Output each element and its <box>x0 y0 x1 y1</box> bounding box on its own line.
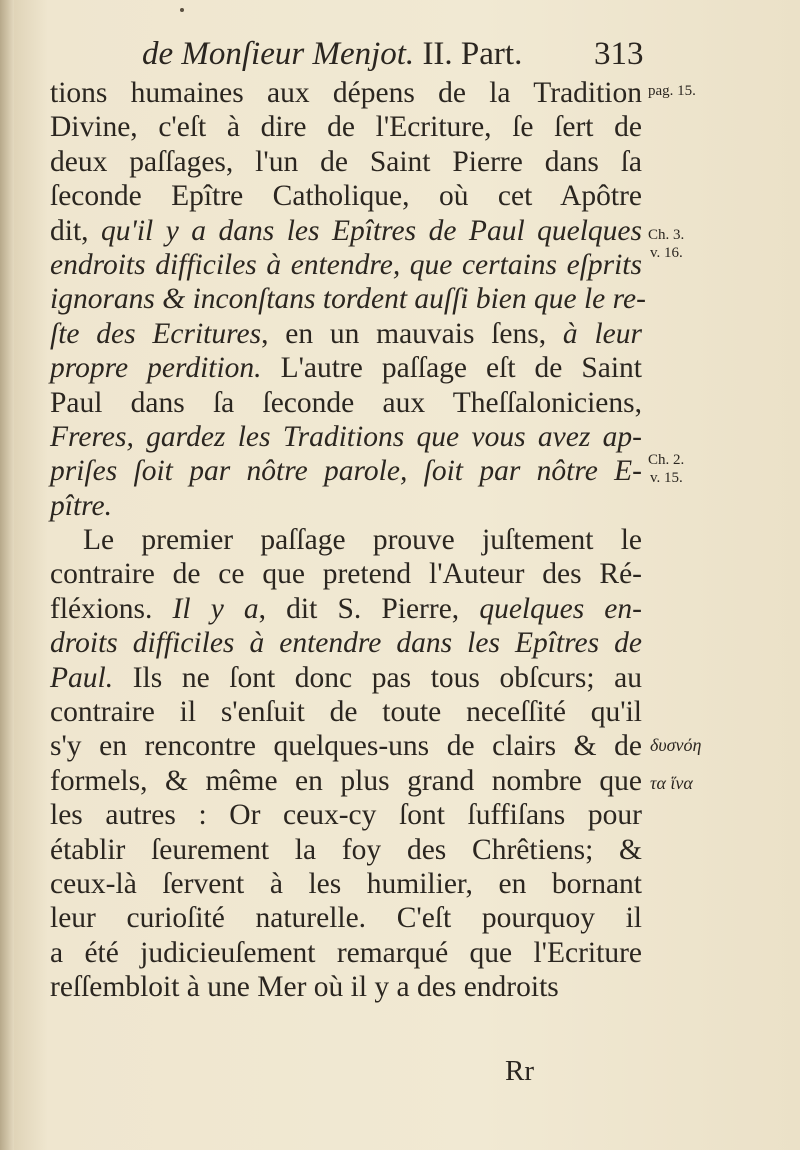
margin-note-greek-1: δυσνόη <box>650 735 702 755</box>
text-run: contraire il s'enſuit de toute neceſſité qu'il <box>50 696 642 729</box>
text-run: établir ſeurement la foy des Chrêtiens; & <box>50 833 642 866</box>
page-number: 313 <box>594 36 644 72</box>
italic-run: droits difficiles à entendre dans les Epîtres de <box>50 627 642 660</box>
italic-run: ſte des Ecritures <box>50 317 262 350</box>
signature-mark: Rr <box>505 1055 534 1087</box>
text-run: ſeconde Epître Catholique, où cet Apôtre <box>50 180 642 213</box>
margin-note-verse-2: v. 15. <box>650 470 683 486</box>
italic-run: priſes ſoit par nôtre parole, ſoit par nôtre E- <box>50 455 642 488</box>
text-run: , dit S. Pierre, <box>258 592 480 625</box>
text-line <box>50 110 642 144</box>
margin-note-chapter-2: Ch. 2. <box>648 452 685 468</box>
text-run: reſſembloit à une Mer où il y a des endroits <box>50 971 559 1004</box>
text-run: L'autre paſſage eſt de Saint <box>261 352 642 385</box>
text-line <box>50 901 642 935</box>
text-line <box>50 282 646 316</box>
text-line <box>50 386 642 420</box>
text-line <box>50 145 642 179</box>
text-line <box>50 351 642 385</box>
text-line <box>50 729 642 763</box>
text-line <box>50 420 642 454</box>
italic-run: propre perdition. <box>50 352 262 385</box>
text-line <box>50 248 642 282</box>
margin-note-greek-2: τα ἵνα <box>650 773 693 793</box>
text-line <box>50 764 642 798</box>
margin-note-chapter-1: Ch. 3. <box>648 227 685 243</box>
text-line <box>50 833 642 867</box>
page-gutter-shadow <box>0 0 14 1150</box>
text-line <box>50 695 642 729</box>
text-line <box>50 798 642 832</box>
text-run: leur curioſité naturelle. C'eſt pourquoy il <box>50 902 642 935</box>
text-line <box>50 454 642 488</box>
margin-note-page-ref: pag. 15. <box>648 83 696 99</box>
italic-run: qu'il y a dans les Epîtres de Paul quelques <box>101 214 642 247</box>
text-line <box>50 557 642 591</box>
text-line <box>50 626 642 660</box>
italic-run: Freres, gardez les Traditions que vous avez ap- <box>50 420 642 453</box>
italic-run: Il y a <box>172 592 259 625</box>
text-run: formels, & même en plus grand nombre que <box>50 764 642 797</box>
running-header <box>142 34 662 74</box>
text-run: deux paſſages, l'un de Saint Pierre dans ſa <box>50 145 642 178</box>
text-run: Paul dans ſa ſeconde aux Theſſaloniciens, <box>50 386 642 419</box>
text-line <box>50 317 642 351</box>
text-run: fléxions. <box>50 592 173 625</box>
text-line <box>50 936 642 970</box>
italic-run: pître. <box>50 489 112 522</box>
italic-run: quelques en- <box>479 592 642 625</box>
text-line <box>50 76 642 110</box>
margin-note-verse-1: v. 16. <box>650 245 683 261</box>
text-run: contraire de ce que pretend l'Auteur des Ré- <box>50 558 642 591</box>
text-run: Le premier paſſage prouve juſtement le <box>83 524 642 557</box>
text-run: Divine, c'eſt à dire de l'Ecriture, ſe ſert de <box>50 111 642 144</box>
text-line <box>50 867 642 901</box>
text-run: Ils ne ſont donc pas tous obſcurs; au <box>113 661 642 694</box>
running-title: de Monſieur Menjot. <box>142 36 415 72</box>
text-run: s'y en rencontre quelques-uns de clairs & de <box>50 730 642 763</box>
body-text <box>50 76 646 1005</box>
italic-run: endroits difficiles à entendre, que certains eſprits <box>50 248 642 281</box>
text-line <box>50 592 642 626</box>
text-run: ceux-là ſervent à les humilier, en bornant <box>50 867 642 900</box>
text-run: dit, <box>50 214 102 247</box>
text-run: , en un mauvais ſens, <box>261 317 563 350</box>
text-run: tions humaines aux dépens de la Tradition <box>50 77 642 109</box>
italic-run: Paul. <box>50 661 114 694</box>
text-line <box>50 489 642 523</box>
text-line <box>50 179 642 213</box>
text-line <box>50 214 642 248</box>
text-run: a été judicieuſement remarqué que l'Ecriture <box>50 936 642 969</box>
italic-run: à leur <box>562 317 642 350</box>
ink-speck <box>180 8 184 12</box>
italic-run: ignorans & inconſtans tordent auſſi bien que le re- <box>50 283 646 316</box>
part-label: II. Part. <box>422 36 523 72</box>
text-line <box>50 661 642 695</box>
text-run: les autres : Or ceux-cy ſont ſuffiſans pour <box>50 799 642 832</box>
text-line <box>50 970 642 1004</box>
text-line <box>50 523 642 557</box>
